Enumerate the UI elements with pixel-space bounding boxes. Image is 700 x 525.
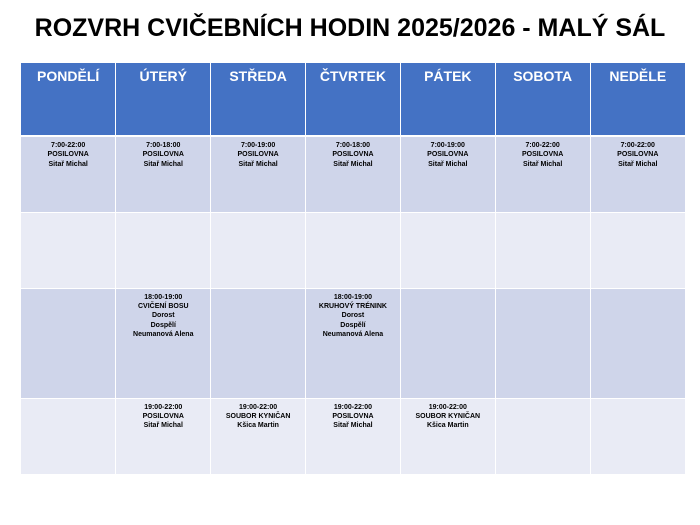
day-header-sunday: NEDĚLE xyxy=(590,63,685,136)
page-title: ROZVRH CVIČEBNÍCH HODIN 2025/2026 - MALÝ SÁL xyxy=(34,14,666,42)
schedule-cell xyxy=(400,288,495,398)
cell-line: KRUHOVÝ TRÉNINK xyxy=(318,302,387,310)
cell-line: 7:00-22:00 xyxy=(525,142,560,149)
schedule-cell xyxy=(21,212,116,288)
cell-line: Sitař Michal xyxy=(333,160,373,168)
cell-line: Sitař Michal xyxy=(618,160,658,168)
cell-line: Dorost xyxy=(151,312,175,320)
schedule-cell xyxy=(21,288,116,398)
day-header-friday: PÁTEK xyxy=(400,63,495,136)
cell-line: 19:00-22:00 xyxy=(428,403,467,411)
cell-line: POSILOVNA xyxy=(142,151,184,159)
schedule-table xyxy=(21,63,685,475)
cell-line: Kšica Martin xyxy=(237,422,279,430)
schedule-cell xyxy=(306,212,401,288)
schedule-cell xyxy=(116,212,211,288)
cell-line: Kšica Martin xyxy=(426,422,469,430)
schedule-cell xyxy=(400,398,495,474)
cell-line: SOUBOR KYNIČAN xyxy=(415,412,481,420)
schedule-cell xyxy=(400,136,495,212)
cell-line: 7:00-19:00 xyxy=(430,142,465,149)
schedule-cell xyxy=(116,398,211,474)
schedule-cell xyxy=(211,136,306,212)
schedule-cell xyxy=(306,398,401,474)
cell-line: 7:00-22:00 xyxy=(620,142,655,149)
schedule-row xyxy=(21,136,685,212)
day-header-wednesday: STŘEDA xyxy=(211,63,306,136)
cell-line: POSILOVNA xyxy=(427,151,469,159)
cell-line: POSILOVNA xyxy=(332,151,374,159)
cell-line: Neumanová Alena xyxy=(322,331,384,339)
cell-line: Sitař Michal xyxy=(48,160,88,168)
schedule-cell xyxy=(306,288,401,398)
schedule-cell xyxy=(116,136,211,212)
cell-line: POSILOVNA xyxy=(617,151,659,159)
schedule-cell xyxy=(211,212,306,288)
schedule-cell xyxy=(495,288,590,398)
schedule-cell xyxy=(116,288,211,398)
cell-line: 7:00-18:00 xyxy=(146,142,181,149)
header-row xyxy=(21,63,685,136)
schedule-cell xyxy=(21,136,116,212)
cell-line: POSILOVNA xyxy=(522,151,564,159)
cell-line: Dospělí xyxy=(150,321,176,329)
day-header-monday: PONDĚLÍ xyxy=(21,63,116,136)
schedule-cell xyxy=(306,136,401,212)
cell-line: 19:00-22:00 xyxy=(333,403,373,411)
schedule-row xyxy=(21,212,685,288)
cell-line: CVIČENÍ BOSU xyxy=(137,302,189,310)
day-header-saturday: SOBOTA xyxy=(495,63,590,136)
cell-line: Sitař Michal xyxy=(143,422,183,430)
cell-line: POSILOVNA xyxy=(332,412,374,420)
cell-line: Neumanová Alena xyxy=(133,331,194,339)
schedule-cell xyxy=(590,212,685,288)
day-header-thursday: ČTVRTEK xyxy=(306,63,401,136)
cell-line: Sitař Michal xyxy=(143,160,183,168)
cell-line: Sitař Michal xyxy=(428,160,468,168)
cell-line: Dorost xyxy=(341,312,365,320)
schedule-cell xyxy=(495,212,590,288)
schedule-cell xyxy=(21,398,116,474)
cell-line: 7:00-19:00 xyxy=(240,142,276,149)
schedule-cell xyxy=(211,398,306,474)
schedule-cell xyxy=(495,398,590,474)
schedule-cell xyxy=(590,288,685,398)
schedule-cell xyxy=(211,288,306,398)
cell-line: Sitař Michal xyxy=(238,160,278,168)
day-header-tuesday: ÚTERÝ xyxy=(116,63,211,136)
cell-line: 7:00-18:00 xyxy=(335,142,371,149)
schedule-row xyxy=(21,288,685,398)
cell-line: POSILOVNA xyxy=(237,151,279,159)
cell-line: POSILOVNA xyxy=(142,412,184,420)
schedule-cell xyxy=(495,136,590,212)
schedule-cell xyxy=(400,212,495,288)
cell-line: SOUBOR KYNIČAN xyxy=(225,412,291,420)
schedule-cell xyxy=(590,398,685,474)
cell-line: POSILOVNA xyxy=(47,151,89,159)
cell-line: Sitař Michal xyxy=(333,422,373,430)
cell-line: Dospělí xyxy=(340,321,366,329)
cell-line: 18:00-19:00 xyxy=(333,293,373,301)
cell-line: 18:00-19:00 xyxy=(144,293,183,301)
schedule-cell xyxy=(590,136,685,212)
schedule-row xyxy=(21,398,685,474)
cell-line: 19:00-22:00 xyxy=(144,403,183,411)
cell-line: 7:00-22:00 xyxy=(51,142,86,149)
cell-line: 19:00-22:00 xyxy=(239,403,278,411)
cell-line: Sitař Michal xyxy=(522,160,563,168)
